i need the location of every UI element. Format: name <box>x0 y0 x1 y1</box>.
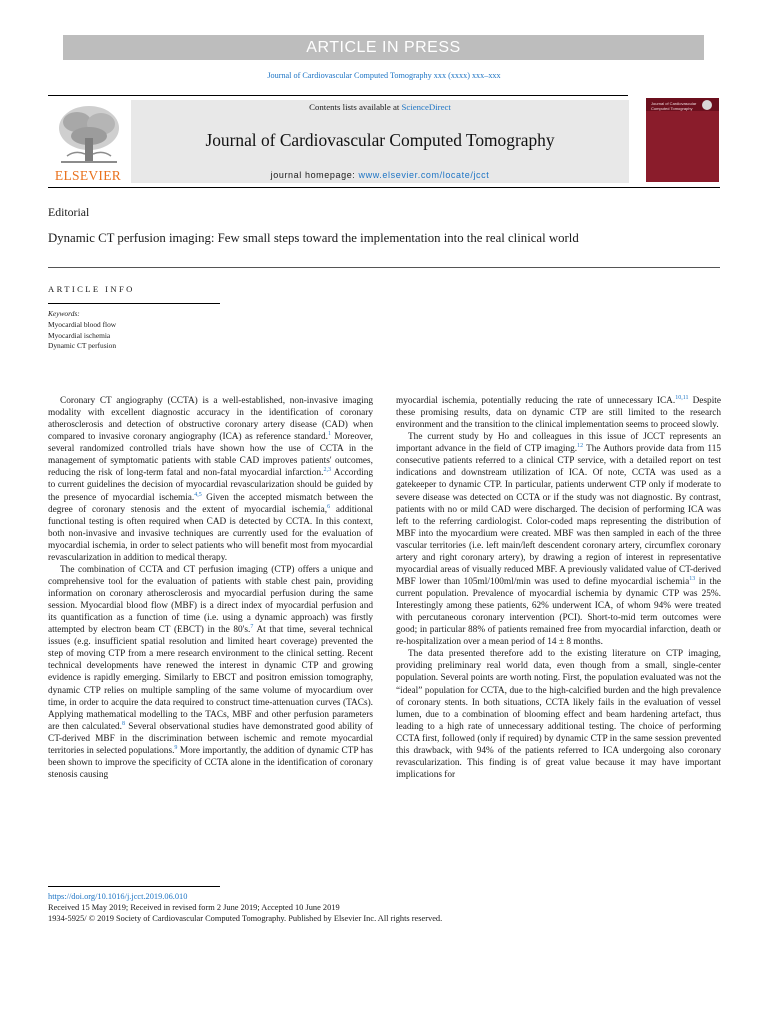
doi-link[interactable]: https://doi.org/10.1016/j.jcct.2019.06.010 <box>48 892 188 901</box>
journal-homepage-line <box>131 170 629 180</box>
keyword-item: Myocardial blood flow <box>48 320 117 329</box>
body-column-left <box>48 395 373 781</box>
body-paragraph: myocardial ischemia, potentially reducing the rate of unnecessary ICA.$^{10,11}$ Despite these promising results, data on dynamic CTP are still limited to the research environment and the transition to the clinical implementation seems to proceed slowly. <box>396 394 721 431</box>
homepage-prefix: journal homepage: <box>270 170 359 180</box>
body-paragraph: The data presented therefore add to the existing literature on CTP imaging, providing preliminary real world data, even though from a small, single-center population. Several points are worth noting. First, the population evaluated was not the “ideal” population for CCTA, due to the high-calcified burden and the high prevalence of coronary stents. In both situations, CCTA likely fails in the evaluation of vessel lumen, due to a combination of blooming effect and beam hardening artefact, thus leading to a high rate of unnecessary additional testing. The choice of performing CCTA first, followed (only if required) by dynamic CTP in the same session prevented this drawback, with 94% of the patients referred to ICA undergoing also coronary revascularization. This finding is of great value because it may have important implications for <box>396 649 721 780</box>
reference-link[interactable]: 9 <box>174 744 178 751</box>
reference-link[interactable]: 8 <box>121 720 125 727</box>
copyright-line: 1934-5925/ © 2019 Society of Cardiovascular Computed Tomography. Published by Elsevier Inc. All rights reserved. <box>48 914 443 923</box>
contents-prefix: Contents lists available at <box>309 102 402 112</box>
keyword-item: Dynamic CT perfusion <box>48 341 117 350</box>
elsevier-logo <box>49 100 127 184</box>
article-info-heading: ARTICLE INFO <box>48 284 135 294</box>
header-top-rule <box>48 95 628 96</box>
body-paragraph: Coronary CT angiography (CCTA) is a well-established, non-invasive imaging modality with excellent diagnostic accuracy in the identification of coronary atherosclerosis and detection of obstructive coronary artery disease (CAD) when compared to invasive coronary angiography (ICA) as reference standard.$^1$ Moreover, several randomized controlled trials have shown how the use of CCTA in the management of symptomatic patients with stable CAD improves patients' outcomes, reducing the risk of long-term fatal and non-fatal myocardial infarction.$^{2,3}$ According to current guidelines the decision of myocardial revascularization should be guided by the presence of myocardial ischemia.$^{4,5}$ Given the accepted mismatch between the degree of coronary stenosis and the extent of myocardial ischemia,$^6$ additional functional testing is often required when CAD is detected by CCTA. In this context, both non-invasive and invasive techniques are currently used for the evaluation of myocardial ischemia, in order to select patients who will benefit most from myocardial revascularization in addition to medical therapy. <box>48 396 374 563</box>
article-in-press-banner: ARTICLE IN PRESS <box>63 35 704 60</box>
journal-title: Journal of Cardiovascular Computed Tomography <box>205 130 555 150</box>
reference-link[interactable]: 7 <box>250 624 254 631</box>
body-paragraph: The combination of CCTA and CT perfusion imaging (CTP) offers a unique and comprehensive tool for the evaluation of patients with stable chest pain, providing information on coronary atherosclerosis and myocardial perfusion during the same session. Myocardial blood flow (MBF) is a direct index of myocardial perfusion and its quantification as a function of time (i.e. using a dynamic approach) was firstly attempted by electron beam CT (EBCT) in the 80's.$^7$ At that time, several technical issues (e.g. insufficient spatial resolution and limited heart coverage) prevented the step of moving CTP from a mere research environment to the clinical setting. Recent technical developments have renewed the interest in dynamic CTP and growing evidence is rapidly emerging. Similarly to EBCT and positron emission tomography, dynamic CTP relies on multiple sampling of the same volume of myocardium over time, in order to acquire the data required to construct time-attenuation curves (TACs). Applying mathematical modelling to the TACs, MBF and other perfusion parameters are then calculated.$^8$ Several observational studies have demonstrated good ability of CT-derived MBF in the discrimination between ischemic and remote myocardial territories in selected populations.$^9$ More importantly, the addition of dynamic CTP has been shown to improve the specificity of CCTA alone in the identification of coronary stenosis causing <box>48 564 373 780</box>
reference-link[interactable]: 6 <box>327 503 331 510</box>
reference-link[interactable]: 1 <box>327 431 331 438</box>
journal-cover-image <box>646 98 719 182</box>
journal-citation-link[interactable]: Journal of Cardiovascular Computed Tomography xxx (xxxx) xxx–xxx <box>267 71 501 80</box>
reference-link[interactable]: 13 <box>689 575 696 582</box>
cover-title: Journal of Cardiovascular Computed Tomography <box>651 101 697 111</box>
footer-rule <box>48 886 220 887</box>
contents-lists-line <box>131 102 629 112</box>
reference-link[interactable]: 12 <box>577 443 584 450</box>
elsevier-wordmark: ELSEVIER <box>54 168 122 183</box>
journal-homepage-link[interactable]: www.elsevier.com/locate/jcct <box>358 170 490 180</box>
cover-seal-icon <box>702 100 712 110</box>
article-section-label: Editorial <box>48 205 90 219</box>
received-dates: Received 15 May 2019; Received in revised form 2 June 2019; Accepted 10 June 2019 <box>48 903 340 912</box>
reference-link[interactable]: 4,5 <box>194 491 202 498</box>
article-title: Dynamic CT perfusion imaging: Few small steps toward the implementation into the real clinical world <box>48 231 579 245</box>
reference-link[interactable]: 2,3 <box>323 467 331 474</box>
reference-link[interactable]: 10,11 <box>675 394 689 401</box>
title-rule <box>48 267 720 268</box>
keywords-heading: Keywords: <box>48 309 80 318</box>
body-column-right <box>396 395 721 781</box>
keyword-item: Myocardial ischemia <box>48 331 111 340</box>
sciencedirect-link[interactable]: ScienceDirect <box>401 102 451 112</box>
body-paragraph: The current study by Ho and colleagues in this issue of JCCT represents an important advance in the field of CTP imaging.$^{12}$ The Authors provide data from 115 consecutive patients referred to a clinical CTP service, with a detailed report on test indications and downstream utilization of ICA. Of note, CCTA was used as a gatekeeper to dynamic CTP. In particular, patients underwent CTP only if moderate to severe disease was detected on CCTA or if the study was not diagnostic. By contrast, patients with no or mild CAD were discharged. The decision of performing ICA was left to the referring cardiologist. Color-coded maps representing the distribution of MBF into the myocardium were created. MBF was then sampled in each of the three vascular territories (i.e. left main/left descendent coronary artery, circumflex coronary artery and right coronary artery), by drawing a region of interest in representative myocardial areas of visually reduced MBF. A previously validated value of CT-derived MBF lower than 105ml/100ml/min was used to define myocardial ischemia$^{13}$ in the current population. Prevalence of myocardial ischemia by dynamic CTP was 25%. Interestingly among these patients, 62% underwent ICA, of whom 94% were treated with percutaneous coronary intervention (PCI). Short-to-mid term outcomes were good; in particular 88% of patients remained free from myocardial infarction, death or re-hospitalization over a mean period of 14 ± 8 months. <box>396 432 721 648</box>
article-info-rule <box>48 303 220 304</box>
header-bottom-rule <box>48 187 720 188</box>
